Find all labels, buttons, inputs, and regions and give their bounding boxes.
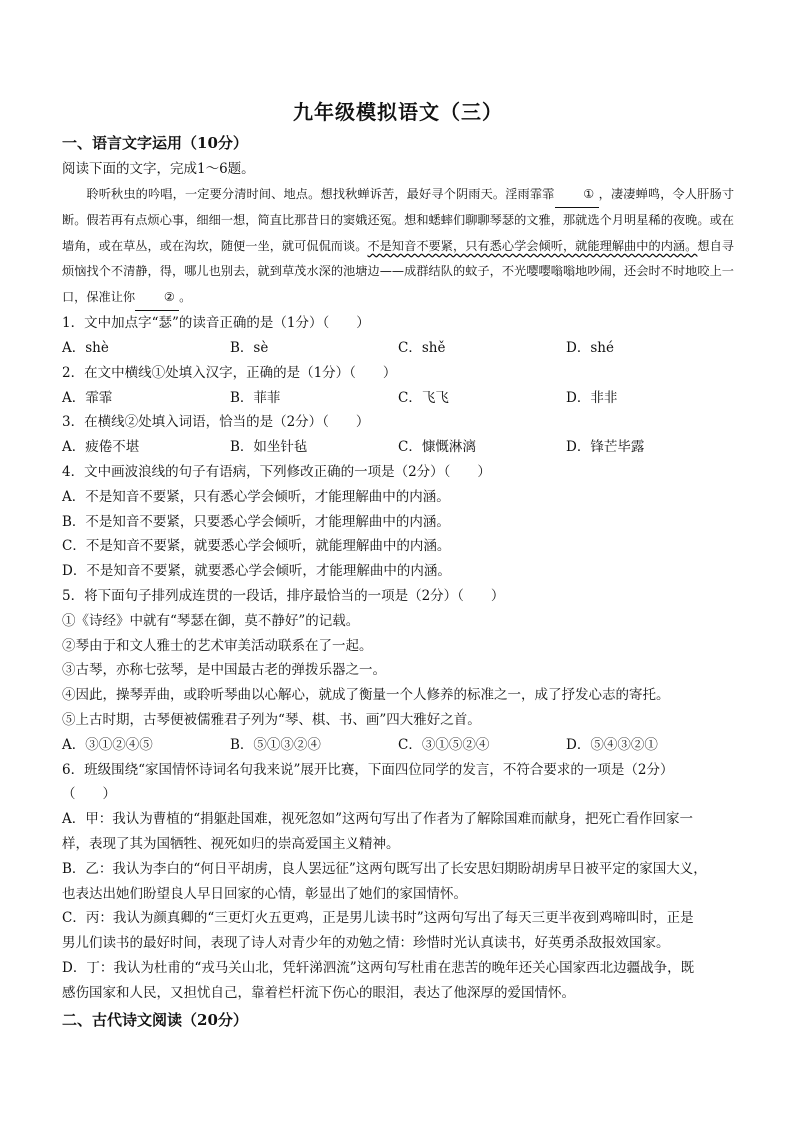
option: C．shě [398,340,446,357]
question-2-options [62,386,734,411]
document-title: 九年级模拟语文（三） [293,100,503,124]
sentence-item: ③古琴，亦称七弦琴，是中国最古老的弹拨乐器之一。 [62,662,386,679]
option-continued: 样，表现了其为国牺牲、视死如归的崇高爱国主义精神。 [62,836,400,853]
reading-passage [62,182,734,312]
sentence-item: ①《诗经》中就有“琴瑟在御，莫不静好”的记载。 [62,612,360,629]
question-5-options [62,733,734,758]
option: B．菲菲 [230,389,281,406]
option: B．sè [230,340,269,357]
instruction: 阅读下面的文字，完成1～6题。 [62,161,255,177]
option: A．shè [62,340,109,357]
option-continued: 感伤国家和人民，又担忧自己，靠着栏杆流下伤心的眼泪，表达了他深厚的爱国情怀。 [62,984,575,1001]
option: B．⑤①③②④ [230,736,321,753]
option-continued: 也表达出她们盼望良人早日回家的心情，彰显出了她们的家国情怀。 [62,885,467,902]
option: A．不是知音不要紧，只有悉心学会倾听，才能理解曲中的内涵。 [62,488,450,505]
passage-text-2: ，凄凄蝉鸣，令人肝肠寸断。假若再有点烦心事，细细一想，简直比那昔日的窦娥还冤。想和蟋蟀们聊聊琴瑟的文雅，那就选个月明星稀的夜晚。或在墙角，或在草丛，或在沟坎，随便一坐，就可侃侃而谈。 [62,186,735,253]
sentence-item: ②琴由于和文人雅士的艺术审美活动联系在了一起。 [62,637,373,654]
question-5-stem: 5．将下面句子排列成连贯的一段话，排序最恰当的一项是（2分）（ ） [62,588,505,605]
sentence-item: ⑤上古时期，古琴便被儒雅君子列为“琴、棋、书、画”四大雅好之首。 [62,712,481,729]
question-3-stem: 3．在横线②处填入词语，恰当的是（2分）（ ） [62,414,370,431]
question-3-options [62,435,734,460]
option: D．shé [566,340,614,357]
option: C．不是知音不要紧，就要悉心学会倾听，就能理解曲中的内涵。 [62,538,451,555]
option: B．如坐针毡 [230,439,308,456]
option: D．不是知音不要紧，就要悉心学会倾听，才能理解曲中的内涵。 [62,563,451,580]
question-1-stem: 1．文中加点字“瑟”的读音正确的是（1分）（ ） [62,315,370,332]
question-1-options [62,336,734,361]
question-4-stem: 4．文中画波浪线的句子有语病，下列修改正确的一项是（2分）（ ） [62,464,491,481]
passage-text-1: 聆听秋虫的吟唱，一定要分清时间、地点。想找秋蝉诉苦，最好寻个阴雨天。淫雨霏霏 [86,186,555,201]
sentence-item: ④因此，操琴弄曲，或聆听琴曲以心解心，就成了衡量一个人修养的标准之一，成了抒发心志的寄托。 [62,687,670,704]
option: D．非非 [566,389,618,406]
question-6-paren: （ ） [62,786,116,803]
option: C．丙：我认为颜真卿的“三更灯火五更鸡，正是男儿读书时”这两句写出了每天三更半夜到鸡啼叫时，正是 [62,910,694,927]
blank-1: ① [555,182,599,209]
section-heading-2: 二、古代诗文阅读（20分） [62,1010,248,1029]
section-heading-1: 一、语言文字运用（10分） [62,134,248,152]
option: A．霏霏 [62,389,113,406]
wavy-underlined-sentence: 不是知音不要紧，只有悉心学会倾听，就能理解曲中的内涵。 [367,238,698,253]
passage-text-3: 想自寻烦恼找个不清静，得，哪儿也别去，就到草茂水深的池塘边——成群结队的蚊子，不光嘤嘤嗡嗡地吵闹，还会时不时地咬上一口，保准让你 [62,238,734,304]
option: A．③①②④⑤ [62,736,153,753]
option: C．③①⑤②④ [398,736,490,753]
passage-text-4: 。 [179,289,192,304]
option: D．锋芒毕露 [566,439,645,456]
option: B．乙：我认为李白的“何日平胡虏，良人罢远征”这两句既写出了长安思妇期盼胡虏早日被平定的家国大义， [62,860,707,877]
option: C．慷慨淋漓 [398,439,476,456]
option: B．不是知音不要紧，只要悉心学会倾听，才能理解曲中的内涵。 [62,513,450,530]
question-2-stem: 2．在文中横线①处填入汉字，正确的是（1分）（ ） [62,364,397,381]
option: D．丁：我认为杜甫的“戎马关山北，凭轩涕泗流”这两句写杜甫在悲苦的晚年还关心国家西北边疆战争，既 [62,960,695,977]
blank-2: ② [135,285,179,312]
option-continued: 男儿们读书的最好时间，表现了诗人对青少年的劝勉之情：珍惜时光认真读书，好英勇杀敌报效国家。 [62,935,670,952]
option: D．⑤④③②① [566,736,658,753]
option: A．疲倦不堪 [62,439,140,456]
option: C．飞飞 [398,389,449,406]
document-page [62,96,734,1034]
option: A．甲：我认为曹植的“捐躯赴国难，视死忽如”这两句写出了作者为了解除国难而献身，把死亡看作回家一 [62,811,694,828]
question-6-stem: 6．班级围绕“家国情怀诗词名句我来说”展开比赛，下面四位同学的发言，不符合要求的一项是（2分） [62,761,674,778]
